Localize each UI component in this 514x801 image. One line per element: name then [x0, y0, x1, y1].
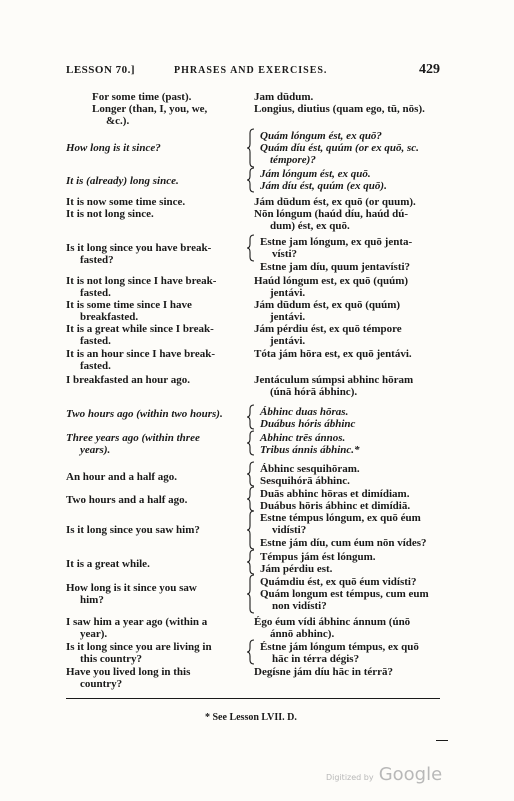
latin-line: Estne témpus lóngum, ex quō éum: [260, 512, 421, 524]
latin-line: jentávi.: [270, 335, 306, 347]
latin-line: Quám lóngum ést, ex quō?: [260, 130, 382, 142]
english-line: It is now some time since.: [66, 196, 186, 208]
english-line: It is not long since I have break-: [66, 275, 217, 287]
latin-line: Jám pérdiu est.: [260, 563, 333, 575]
latin-line: Égo éum vídi ábhinc ánnum (únō: [254, 616, 411, 628]
english-line: Is it long since you saw him?: [66, 524, 200, 536]
latin-line: Jam dūdum.: [254, 91, 314, 103]
english-line: It is not long since.: [66, 208, 154, 220]
curly-brace: [247, 549, 255, 575]
latin-line: témpore)?: [270, 154, 316, 166]
english-line: fasted.: [80, 335, 111, 347]
latin-line: hāc in térra dégis?: [272, 653, 360, 665]
latin-line: Jám díu ést, quúm (ex quō).: [260, 180, 387, 192]
latin-line: Éstne jám lóngum témpus, ex quō: [260, 641, 419, 653]
latin-line: Abhinc trēs ánnos.: [260, 432, 346, 444]
curly-brace: [247, 404, 255, 430]
english-line: It is an hour since I have break-: [66, 348, 216, 360]
english-line: Is it long since you have break-: [66, 242, 212, 254]
english-line: fasted.: [80, 287, 111, 299]
english-line: Two hours ago (within two hours).: [66, 408, 223, 420]
latin-line: Jám pérdiu ést, ex quō témpore: [254, 323, 402, 335]
curly-brace: [247, 486, 255, 512]
latin-line: Quámdiu ést, ex quō éum vidísti?: [260, 576, 417, 588]
latin-line: dum) ést, ex quō.: [270, 220, 350, 232]
curly-brace: [247, 461, 255, 487]
latin-line: Estne jam díu, quum jentavísti?: [260, 261, 411, 273]
latin-line: vidísti?: [272, 524, 307, 536]
english-line: It is a great while.: [66, 558, 150, 570]
english-line: fasted.: [80, 360, 111, 372]
latin-line: Témpus jám ést lóngum.: [260, 551, 376, 563]
english-line: Two hours and a half ago.: [66, 494, 188, 506]
latin-line: Duábus hóris ábhinc: [260, 418, 356, 430]
end-dash: [436, 740, 448, 741]
english-line: him?: [80, 594, 104, 606]
footnote: * See Lesson LVII. D.: [205, 712, 297, 723]
curly-brace: [247, 510, 255, 550]
lesson-label: LESSON 70.]: [66, 64, 136, 76]
latin-line: jentávi.: [270, 287, 306, 299]
english-line: I breakfasted an hour ago.: [66, 374, 190, 386]
latin-line: Tribus ánnis ábhinc.*: [260, 444, 360, 456]
latin-line: Jám lóngum ést, ex quō.: [260, 168, 371, 180]
latin-line: Tóta jám hōra est, ex quō jentávi.: [254, 348, 412, 360]
latin-line: Quám longum est témpus, cum eum: [260, 588, 429, 600]
watermark-google: Google: [378, 764, 443, 785]
english-line: years).: [80, 444, 111, 456]
watermark-small: Digitized by: [326, 773, 374, 782]
curly-brace: [247, 639, 255, 665]
english-line: For some time (past).: [92, 91, 192, 103]
latin-line: Duábus hōris ábhinc et dimídiā.: [260, 500, 411, 512]
english-line: year).: [80, 628, 108, 640]
english-line: How long is it since you saw: [66, 582, 197, 594]
latin-line: Nōn lóngum (haúd díu, haúd dú-: [254, 208, 409, 220]
english-line: country?: [80, 678, 123, 690]
latin-line: Jám dūdum ést, ex quō (quúm): [254, 299, 401, 311]
latin-line: Duās abhinc hōras et dimídiam.: [260, 488, 410, 500]
english-line: I saw him a year ago (within a: [66, 616, 208, 628]
latin-line: vísti?: [272, 248, 298, 260]
english-line: Is it long since you are living in: [66, 641, 212, 653]
curly-brace: [247, 167, 255, 193]
english-line: It is a great while since I break-: [66, 323, 214, 335]
latin-line: (únā hórā ábhinc).: [270, 386, 358, 398]
latin-line: Haúd lóngum est, ex quō (quúm): [254, 275, 409, 287]
latin-line: Estne jám díu, cum éum nōn vídes?: [260, 537, 427, 549]
running-title: PHRASES AND EXERCISES.: [174, 65, 328, 76]
latin-line: Longius, diutius (quam ego, tū, nōs).: [254, 103, 425, 115]
latin-line: Degísne jám díu hāc in térrā?: [254, 666, 394, 678]
english-line: breakfasted.: [80, 311, 139, 323]
english-line: It is (already) long since.: [66, 175, 179, 187]
latin-line: non vidísti?: [272, 600, 327, 612]
google-watermark: [326, 764, 442, 785]
english-line: fasted?: [80, 254, 114, 266]
latin-line: ánnō abhinc).: [270, 628, 335, 640]
english-line: It is some time since I have: [66, 299, 192, 311]
english-line: this country?: [80, 653, 143, 665]
curly-brace: [247, 430, 255, 456]
english-line: Longer (than, I, you, we,: [92, 103, 208, 115]
english-line: Have you lived long in this: [66, 666, 191, 678]
latin-line: Jám dūdum ést, ex quō (or quum).: [254, 196, 416, 208]
latin-line: Estne jam lóngum, ex quō jenta-: [260, 236, 413, 248]
latin-line: Sesquihórā ábhinc.: [260, 475, 350, 487]
page-header: [66, 62, 440, 82]
latin-line: Ábhinc sesquihōram.: [260, 463, 360, 475]
page-number: 429: [419, 62, 440, 77]
latin-line: Jentáculum súmpsi abhinc hōram: [254, 374, 414, 386]
curly-brace: [247, 234, 255, 262]
english-line: &c.).: [106, 115, 130, 127]
latin-line: jentávi.: [270, 311, 306, 323]
footnote-rule: [66, 698, 440, 699]
curly-brace: [247, 128, 255, 168]
english-line: Three years ago (within three: [66, 432, 200, 444]
english-line: An hour and a half ago.: [66, 471, 178, 483]
english-line: How long is it since?: [66, 142, 161, 154]
curly-brace: [247, 574, 255, 614]
latin-line: Quám díu ést, quúm (or ex quō, sc.: [260, 142, 419, 154]
latin-line: Ábhinc duas hōras.: [260, 406, 349, 418]
